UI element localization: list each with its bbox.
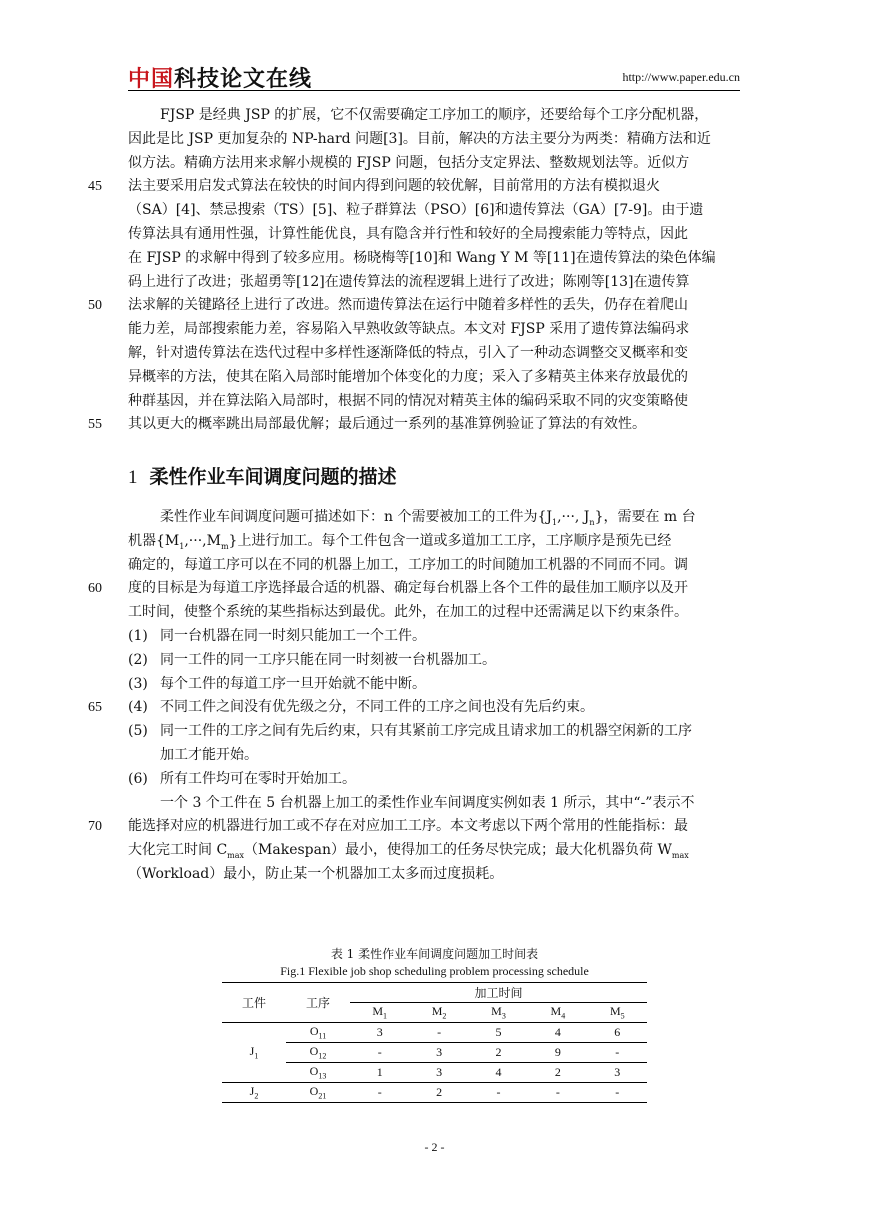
text-line bbox=[128, 530, 740, 554]
subscript: 3 bbox=[501, 1011, 506, 1021]
list-item bbox=[128, 720, 740, 744]
page-number: - 2 - bbox=[424, 1140, 445, 1154]
text-span: 种群基因，并在算法陷入局部时，根据不同的情况对精英主体的编码采取不同的灾变策略使 bbox=[128, 392, 688, 409]
text-line bbox=[128, 223, 740, 247]
text-span: 在 FJSP 的求解中得到了较多应用。杨晓梅等[10]和 Wang Y M 等[11]在遗传算法的染色体编 bbox=[128, 249, 716, 266]
time-cell: 2 bbox=[528, 1063, 587, 1083]
text-span: （SA）[4]、禁忌搜索（TS）[5]、粒子群算法（PSO）[6]和遗传算法（GA）[7-9]。由于遗 bbox=[128, 202, 704, 219]
subscript: 11 bbox=[318, 1031, 327, 1041]
list-item bbox=[128, 649, 740, 673]
text-line bbox=[128, 366, 740, 390]
text-line bbox=[128, 839, 740, 863]
text-line bbox=[88, 815, 740, 839]
section-number: 1 bbox=[128, 467, 138, 488]
text-line bbox=[128, 128, 740, 152]
time-cell: 3 bbox=[409, 1063, 468, 1083]
time-cell: 1 bbox=[350, 1063, 409, 1083]
list-marker: (6) bbox=[128, 770, 148, 787]
list-item bbox=[128, 744, 740, 768]
subscript: 2 bbox=[442, 1011, 447, 1021]
time-cell: 4 bbox=[528, 1023, 587, 1043]
operation-cell: $O_{21}$ bbox=[286, 1083, 350, 1103]
text-span: }，需要在 m 台 bbox=[594, 509, 696, 525]
text-line bbox=[88, 577, 740, 601]
subscript: max bbox=[671, 850, 689, 860]
text-line bbox=[128, 390, 740, 414]
intro-paragraph bbox=[88, 104, 740, 437]
list-text: 同一工件的工序之间有先后约束，只有其紧前工序完成且请求加工的机器空闲新的工序 bbox=[160, 723, 692, 740]
table-row bbox=[222, 1043, 647, 1063]
section-title: 柔性作业车间调度问题的描述 bbox=[149, 466, 397, 488]
list-marker: (4) bbox=[128, 699, 148, 716]
header-operation: 工序 bbox=[286, 983, 350, 1023]
section-heading bbox=[128, 462, 397, 489]
list-text: 同一台机器在同一时刻只能加工一个工件。 bbox=[160, 627, 426, 644]
line-number: 70 bbox=[88, 819, 102, 835]
list-marker: (1) bbox=[128, 627, 148, 644]
header-processing-time: 加工时间 bbox=[350, 983, 647, 1003]
list-marker: (5) bbox=[128, 723, 148, 740]
text-span: 机器{M bbox=[128, 532, 180, 549]
constraint-list bbox=[88, 625, 740, 792]
text-line bbox=[128, 199, 740, 223]
subscript: 1 bbox=[254, 1051, 259, 1061]
list-marker: (2) bbox=[128, 651, 148, 668]
machine-header: $M_1$ bbox=[350, 1003, 409, 1023]
header-job: 工件 bbox=[222, 983, 286, 1023]
text-line bbox=[128, 271, 740, 295]
subscript: n bbox=[589, 517, 595, 527]
operation-cell: $O_{11}$ bbox=[286, 1023, 350, 1043]
journal-logo bbox=[128, 62, 312, 93]
text-span: ,···, J bbox=[557, 509, 590, 525]
subscript: 1 bbox=[179, 541, 185, 551]
table-caption-en: Fig.1 Flexible job shop scheduling problem processing schedule bbox=[280, 964, 589, 978]
text-line bbox=[128, 104, 740, 128]
time-cell: 3 bbox=[350, 1023, 409, 1043]
table-row bbox=[222, 1083, 647, 1103]
list-item bbox=[128, 625, 740, 649]
text-span: 其以更大的概率跳出局部最优解；最后通过一系列的基准算例验证了算法的有效性。 bbox=[128, 416, 646, 433]
table-row bbox=[222, 1023, 647, 1043]
text-span: 似方法。精确方法用来求解小规模的 FJSP 问题，包括分支定界法、整数规划法等。近似方 bbox=[128, 154, 690, 171]
text-line bbox=[88, 413, 740, 437]
list-text: 不同工件之间没有优先级之分，不同工件的工序之间也没有先后约束。 bbox=[160, 699, 594, 716]
processing-time-table bbox=[222, 982, 647, 1103]
subscript: 12 bbox=[318, 1051, 327, 1061]
operation-cell: $O_{13}$ bbox=[286, 1063, 350, 1083]
subscript: m bbox=[220, 541, 229, 551]
text-span: 度的目标是为每道工序选择最合适的机器、确定每台机器上各个工件的最佳加工顺序以及开 bbox=[128, 580, 688, 597]
subscript: 4 bbox=[561, 1011, 566, 1021]
text-span: 传算法具有通用性强，计算性能优良，具有隐含并行性和较好的全局搜索能力等特点，因此 bbox=[128, 225, 688, 242]
subscript: 1 bbox=[552, 517, 558, 527]
time-cell: 3 bbox=[409, 1043, 468, 1063]
time-cell: - bbox=[350, 1083, 409, 1103]
table-caption-cn: 表 1 柔性作业车间调度问题加工时间表 bbox=[330, 947, 539, 961]
job-cell: $J_2$ bbox=[222, 1083, 286, 1103]
line-number: 55 bbox=[88, 417, 102, 433]
text-span: 异概率的方法，使其在陷入局部时能增加个体变化的力度；采入了多精英主体来存放最优的 bbox=[128, 368, 688, 385]
text-line bbox=[128, 247, 740, 271]
logo-black-text: 科技论文在线 bbox=[174, 67, 313, 92]
time-cell: 4 bbox=[469, 1063, 528, 1083]
time-cell: - bbox=[528, 1083, 587, 1103]
text-line: 工时间，使整个系统的某些指标达到最优。此外，在加工的过程中还需满足以下约束条件。 bbox=[128, 604, 688, 621]
text-line bbox=[128, 342, 740, 366]
page-header bbox=[128, 60, 740, 92]
time-cell: - bbox=[350, 1043, 409, 1063]
text-line bbox=[88, 175, 740, 199]
table-row bbox=[222, 1063, 647, 1083]
time-cell: - bbox=[409, 1023, 468, 1043]
list-text: 加工才能开始。 bbox=[160, 746, 258, 763]
subscript: 13 bbox=[318, 1071, 327, 1081]
list-text: 同一工件的同一工序只能在同一时刻被一台机器加工。 bbox=[160, 651, 496, 668]
machine-header: $M_2$ bbox=[409, 1003, 468, 1023]
text-span: 能力差，局部搜索能力差，容易陷入早熟收敛等缺点。本文对 FJSP 采用了遗传算法编码求 bbox=[128, 321, 690, 338]
time-cell: - bbox=[588, 1083, 647, 1103]
time-cell: 3 bbox=[588, 1063, 647, 1083]
job-cell: $J_1$ bbox=[222, 1023, 286, 1083]
line-number: 65 bbox=[88, 700, 102, 716]
logo-red-text: 中国 bbox=[128, 67, 175, 92]
machine-header: $M_5$ bbox=[588, 1003, 647, 1023]
text-span: 解，针对遗传算法在迭代过程中多样性逐渐降低的特点，引入了一种动态调整交叉概率和变 bbox=[128, 344, 688, 361]
text-span: 能选择对应的机器进行加工或不存在对应加工工序。本文考虑以下两个常用的性能指标：最 bbox=[128, 818, 688, 835]
list-item bbox=[128, 768, 740, 792]
text-line bbox=[128, 152, 740, 176]
text-line bbox=[88, 294, 740, 318]
time-cell: 2 bbox=[469, 1043, 528, 1063]
text-span: ,···,M bbox=[184, 532, 221, 549]
line-number: 50 bbox=[88, 298, 102, 314]
list-text: 每个工件的每道工序一旦开始就不能中断。 bbox=[160, 675, 426, 692]
time-cell: 2 bbox=[409, 1083, 468, 1103]
text-line: 一个 3 个工件在 5 台机器上加工的柔性作业车间调度实例如表 1 所示，其中“-”表示不 bbox=[160, 794, 695, 811]
subscript: 21 bbox=[318, 1091, 327, 1101]
text-span: （Makespan）最小，使得加工的任务尽快完成；最大化机器负荷 W bbox=[244, 842, 672, 859]
machine-header: $M_4$ bbox=[528, 1003, 587, 1023]
operation-cell: $O_{12}$ bbox=[286, 1043, 350, 1063]
text-span: 大化完工时间 C bbox=[128, 842, 228, 859]
header-url[interactable]: http://www.paper.edu.cn bbox=[622, 70, 740, 84]
text-line bbox=[128, 506, 740, 530]
list-text: 所有工件均可在零时开始加工。 bbox=[160, 770, 356, 787]
time-cell: 6 bbox=[588, 1023, 647, 1043]
subscript: 5 bbox=[620, 1011, 625, 1021]
time-cell: - bbox=[588, 1043, 647, 1063]
subscript: 2 bbox=[254, 1091, 259, 1101]
text-line bbox=[128, 318, 740, 342]
text-span: 法求解的关键路径上进行了改进。然而遗传算法在运行中随着多样性的丢失，仍存在着爬山 bbox=[128, 297, 688, 314]
text-span: 因此是比 JSP 更加复杂的 NP-hard 问题[3]。目前，解决的方法主要分为两类：精确方法和近 bbox=[128, 130, 711, 147]
time-cell: - bbox=[469, 1083, 528, 1103]
time-cell: 5 bbox=[469, 1023, 528, 1043]
list-item bbox=[128, 673, 740, 697]
text-span: 法主要采用启发式算法在较快的时间内得到问题的较优解，目前常用的方法有模拟退火 bbox=[128, 178, 660, 195]
text-span: 码上进行了改进；张超勇等[12]在遗传算法的流程逻辑上进行了改进；陈刚等[13]在遗传算 bbox=[128, 273, 690, 290]
subscript: 1 bbox=[383, 1011, 388, 1021]
text-span: FJSP 是经典 JSP 的扩展，它不仅需要确定工序加工的顺序，还要给每个工序分配机器， bbox=[160, 107, 709, 123]
problem-description bbox=[88, 506, 740, 887]
line-number: 60 bbox=[88, 581, 102, 597]
text-span: 柔性作业车间调度问题可描述如下：n 个需要被加工的工件为{J bbox=[160, 509, 552, 525]
text-line: （Workload）最小，防止某一个机器加工太多而过度损耗。 bbox=[128, 865, 504, 882]
text-span: }上进行加工。每个工件包含一道或多道加工工序，工序顺序是预先已经 bbox=[228, 532, 672, 549]
list-item bbox=[88, 696, 740, 720]
list-marker: (3) bbox=[128, 675, 148, 692]
table-body bbox=[222, 1023, 647, 1103]
header-divider bbox=[128, 90, 740, 91]
text-line: 确定的，每道工序可以在不同的机器上加工，工序加工的时间随加工机器的不同而不同。调 bbox=[128, 556, 688, 573]
line-number: 45 bbox=[88, 179, 102, 195]
machine-header: $M_3$ bbox=[469, 1003, 528, 1023]
subscript: max bbox=[227, 850, 245, 860]
time-cell: 9 bbox=[528, 1043, 587, 1063]
